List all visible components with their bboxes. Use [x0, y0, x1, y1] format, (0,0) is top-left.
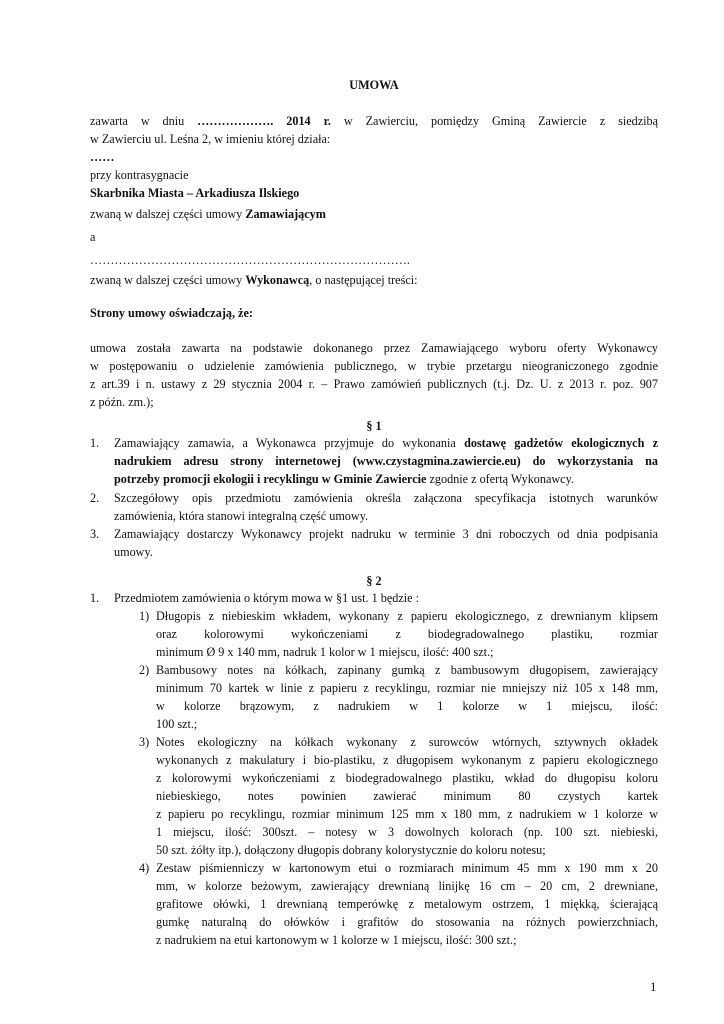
representative-placeholder: ……: [90, 150, 115, 164]
conjunction-a: a: [90, 230, 96, 244]
para-line-4: z późn. zm.);: [90, 395, 154, 409]
contractor-placeholder: …………………………………………………………………….: [90, 253, 410, 267]
para-line-3: z art.39 i n. ustawy z 29 stycznia 2004 r. – Prawo zamówień publicznych (t.j. Dz. U. z 2013 r. poz. 907: [90, 377, 658, 391]
section-1-heading: § 1: [366, 419, 382, 433]
party-ordering-line: zwaną w dalszej części umowy Zamawiającym: [90, 207, 326, 221]
page-number: 1: [650, 979, 657, 994]
para-line-1: umowa została zawarta na podstawie dokonanego przez Zamawiającego wyboru oferty Wykonawcy: [90, 341, 658, 355]
document-title: UMOWA: [349, 78, 399, 92]
para-line-2: w postępowaniu o udzielenie zamówienia publicznego, w trybie przetargu nieograniczonego zgodnie: [90, 359, 658, 373]
party-contractor-line: zwaną w dalszej części umowy Wykonawcą, o następującej treści:: [90, 273, 418, 287]
treasurer-name: Skarbnika Miasta – Arkadiusza Ilskiego: [90, 186, 300, 200]
section-2-heading: § 2: [366, 574, 382, 588]
intro-line-1: zawarta w dniu ………………. 2014 r. w Zawierciu, pomiędzy Gminą Zawiercie z siedzibą: [90, 114, 659, 128]
countersign-label: przy kontrasygnacie: [90, 168, 189, 182]
intro-line-2: w Zawierciu ul. Leśna 2, w imieniu której działa:: [90, 132, 331, 146]
parties-declare-heading: Strony umowy oświadczają, że:: [90, 306, 253, 320]
